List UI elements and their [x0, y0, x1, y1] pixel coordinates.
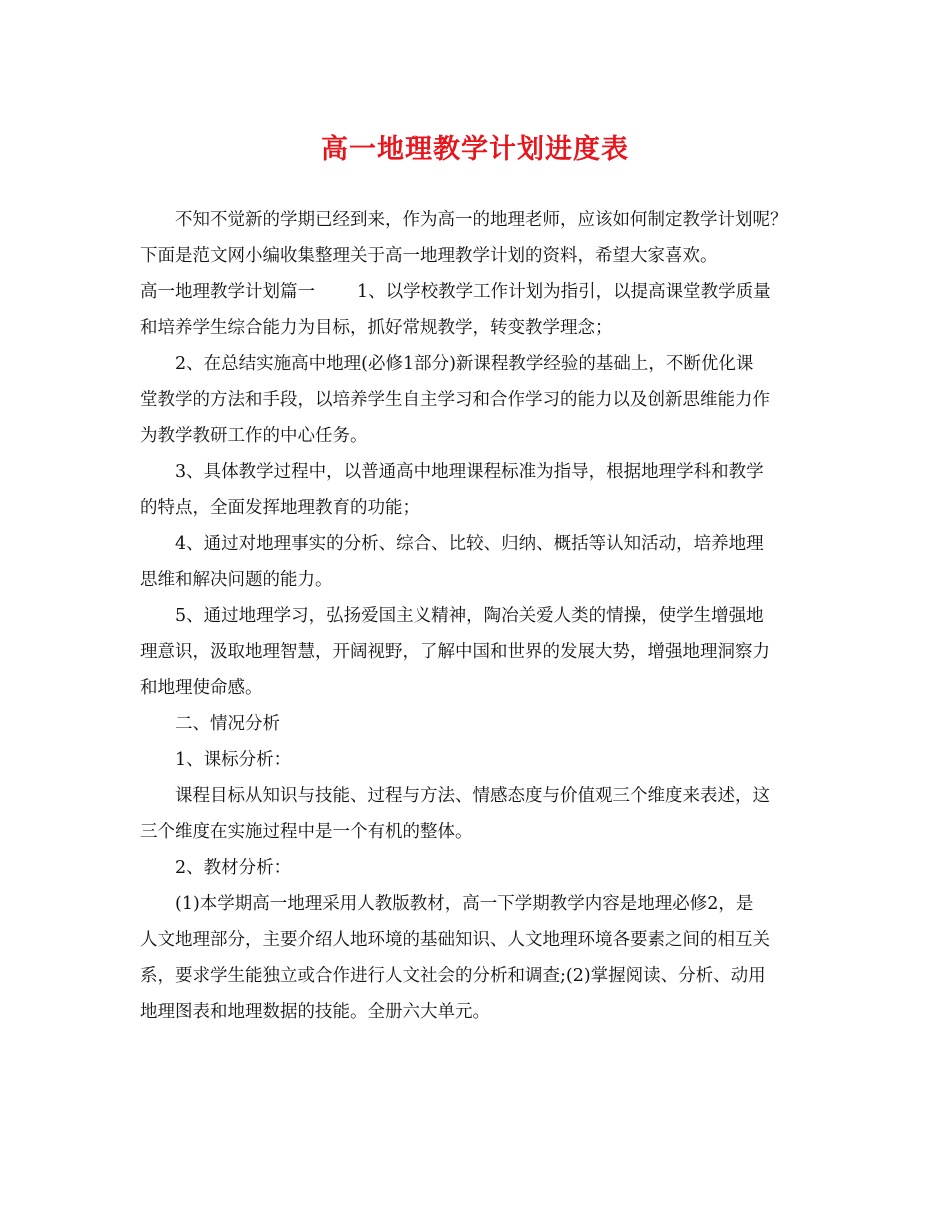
subsection-heading: 2、教材分析： [175, 858, 292, 878]
body-line: 理意识，汲取地理智慧，开阔视野，了解中国和世界的发展大势，增强地理洞察力 [140, 642, 770, 662]
body-line: 系，要求学生能独立或合作进行人文社会的分析和调查;(2)掌握阅读、分析、动用 [140, 966, 766, 986]
body-line: 不知不觉新的学期已经到来，作为高一的地理老师，应该如何制定教学计划呢？ [175, 210, 788, 230]
section-heading: 高一地理教学计划篇一 [140, 282, 315, 302]
body-line: 人文地理部分，主要介绍人地环境的基础知识、人文地理环境各要素之间的相互关 [140, 930, 770, 950]
body-line: 4、通过对地理事实的分析、综合、比较、归纳、概括等认知活动，培养地理 [175, 534, 764, 554]
body-line: 和地理使命感。 [140, 678, 263, 698]
body-line: 2、在总结实施高中地理(必修1部分)新课程教学经验的基础上，不断优化课 [175, 354, 754, 374]
body-line: 和培养学生综合能力为目标，抓好常规教学，转变教学理念； [140, 318, 613, 338]
document-title: 高一地理教学计划进度表 [321, 134, 629, 165]
body-line: 地理图表和地理数据的技能。全册六大单元。 [140, 1002, 490, 1022]
body-line: 为教学教研工作的中心任务。 [140, 426, 368, 446]
body-line: 三个维度在实施过程中是一个有机的整体。 [140, 822, 473, 842]
body-line: 的特点，全面发挥地理教育的功能； [140, 498, 420, 518]
section-heading: 二、情况分析 [175, 714, 280, 734]
body-line: 3、具体教学过程中，以普通高中地理课程标准为指导，根据地理学科和教学 [175, 462, 764, 482]
body-line-text: 1、以学校教学工作计划为指引，以提高课堂教学质量 [357, 282, 771, 302]
body-line: 思维和解决问题的能力。 [140, 570, 333, 590]
document-body [140, 202, 820, 1030]
body-line: 课程目标从知识与技能、过程与方法、情感态度与价值观三个维度来表述，这 [175, 786, 770, 806]
body-line: (1)本学期高一地理采用人教版教材，高一下学期教学内容是地理必修2，是 [175, 894, 754, 914]
body-line-with-heading [140, 274, 820, 310]
body-line: 堂教学的方法和手段，以培养学生自主学习和合作学习的能力以及创新思维能力作 [140, 390, 770, 410]
body-line: 下面是范文网小编收集整理关于高一地理教学计划的资料，希望大家喜欢。 [140, 246, 718, 266]
subsection-heading: 1、课标分析： [175, 750, 292, 770]
body-line: 5、通过地理学习，弘扬爱国主义精神，陶冶关爱人类的情操，使学生增强地 [175, 606, 764, 626]
